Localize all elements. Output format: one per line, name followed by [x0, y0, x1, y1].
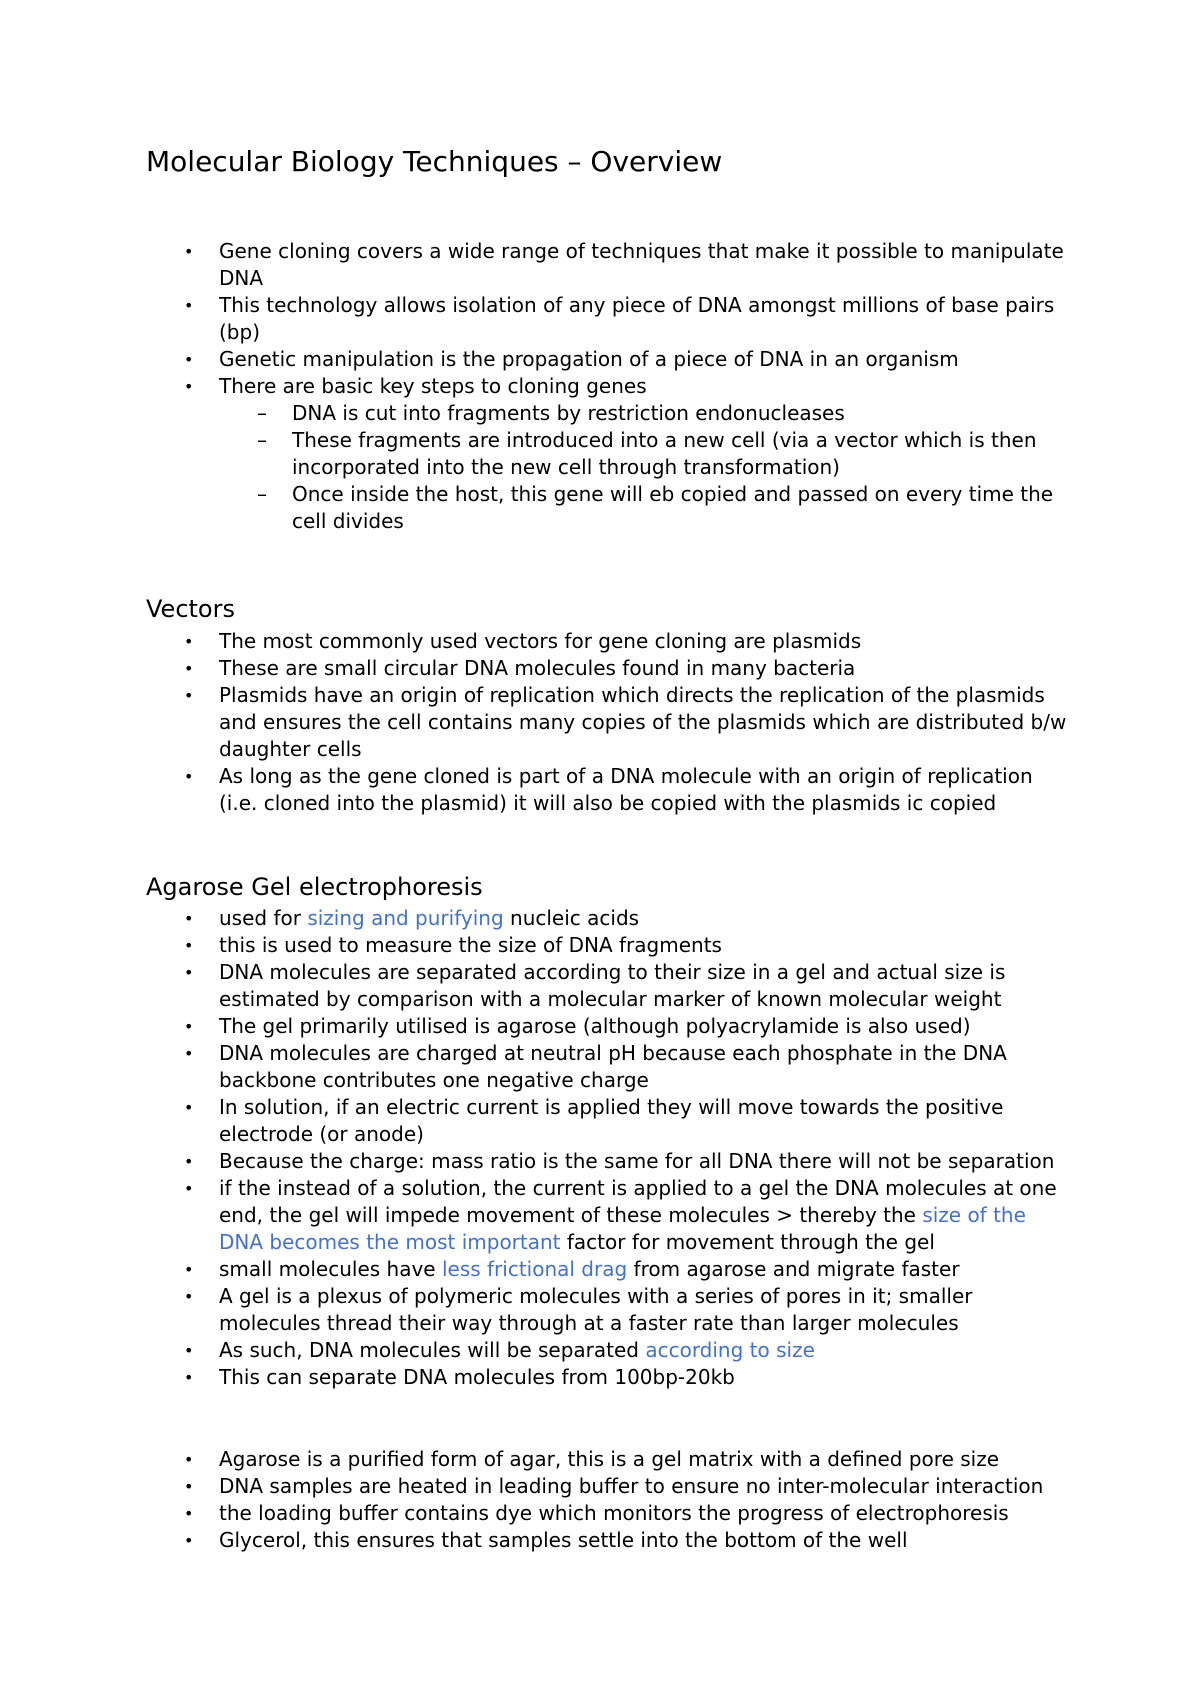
list-item: • This technology allows isolation of any piece of DNA amongst millions of base pairs (bp) — [184, 293, 1055, 344]
list-item: • A gel is a plexus of polymeric molecules with a series of pores in it; smaller molecules thread their way through at a faster rate than larger molecules — [184, 1284, 973, 1335]
list-item: • if the instead of a solution, the current is applied to a gel the DNA molecules at one end, the gel will impede movement of these molecules > thereby the size of the DNA becomes the most important factor for movement through the gel — [184, 1176, 1057, 1254]
sub-list-item: – These fragments are introduced into a new cell (via a vector which is then incorporated into the new cell through transformation) — [257, 428, 1037, 479]
bullet-icon: • — [184, 1368, 194, 1387]
list-item: • As long as the gene cloned is part of a DNA molecule with an origin of replication (i.e. cloned into the plasmid) it will also be copied with the plasmids ic copied — [184, 764, 1033, 815]
vectors-heading: Vectors — [146, 595, 235, 623]
list-item: • In solution, if an electric current is applied they will move towards the positive electrode (or anode) — [184, 1095, 1004, 1146]
agarose-list-continued — [0, 1446, 1200, 1554]
bullet-icon: • — [184, 1287, 194, 1306]
list-item: • DNA molecules are separated according to their size in a gel and actual size is estimated by comparison with a molecular marker of known molecular weight — [184, 960, 1006, 1011]
list-item: • the loading buffer contains dye which monitors the progress of electrophoresis — [184, 1501, 1009, 1525]
vectors-list — [0, 628, 1200, 817]
dash-icon: – — [257, 482, 267, 506]
bullet-icon: • — [184, 1152, 194, 1171]
sub-list-item: – Once inside the host, this gene will eb copied and passed on every time the cell divides — [257, 482, 1054, 533]
list-item: • Gene cloning covers a wide range of techniques that make it possible to manipulate DNA — [184, 239, 1064, 290]
bullet-icon: • — [184, 296, 194, 315]
bullet-icon: • — [184, 936, 194, 955]
list-item: • DNA molecules are charged at neutral pH because each phosphate in the DNA backbone contributes one negative charge — [184, 1041, 1007, 1092]
list-item: • small molecules have less frictional drag from agarose and migrate faster — [184, 1257, 960, 1281]
bullet-icon: • — [184, 1098, 194, 1117]
bullet-icon: • — [184, 242, 194, 261]
list-item: • There are basic key steps to cloning genes — [184, 374, 647, 398]
bullet-icon: • — [184, 1260, 194, 1279]
list-item: • This can separate DNA molecules from 100bp-20kb — [184, 1365, 735, 1389]
bullet-icon: • — [184, 1504, 194, 1523]
highlighted-text: according to size — [645, 1338, 815, 1362]
highlighted-text: size of the DNA becomes the most important — [219, 1203, 1026, 1254]
bullet-icon: • — [184, 686, 194, 705]
bullet-icon: • — [184, 1017, 194, 1036]
agarose-list — [0, 905, 1200, 1391]
list-item: • The most commonly used vectors for gene cloning are plasmids — [184, 629, 862, 653]
bullet-icon: • — [184, 1044, 194, 1063]
bullet-icon: • — [184, 350, 194, 369]
list-item: • The gel primarily utilised is agarose (although polyacrylamide is also used) — [184, 1014, 971, 1038]
bullet-icon: • — [184, 1477, 194, 1496]
bullet-icon: • — [184, 377, 194, 396]
list-item: • These are small circular DNA molecules found in many bacteria — [184, 656, 856, 680]
highlighted-text: sizing and purifying — [307, 906, 504, 930]
dash-icon: – — [257, 428, 267, 452]
bullet-icon: • — [184, 1179, 194, 1198]
list-item: • DNA samples are heated in leading buffer to ensure no inter-molecular interaction — [184, 1474, 1044, 1498]
list-item: • As such, DNA molecules will be separated according to size — [184, 1338, 815, 1362]
list-item: • Agarose is a purified form of agar, this is a gel matrix with a defined pore size — [184, 1447, 1000, 1471]
list-item: • Glycerol, this ensures that samples settle into the bottom of the well — [184, 1528, 908, 1552]
bullet-icon: • — [184, 1531, 194, 1550]
agarose-heading: Agarose Gel electrophoresis — [146, 873, 483, 901]
bullet-icon: • — [184, 1450, 194, 1469]
highlighted-text: less frictional drag — [441, 1257, 628, 1281]
bullet-icon: • — [184, 1341, 194, 1360]
overview-list — [0, 238, 1200, 535]
list-item: • Plasmids have an origin of replication which directs the replication of the plasmids and ensures the cell contains many copies of the plasmids which are distributed b/w daughter cells — [184, 683, 1067, 761]
dash-icon: – — [257, 401, 267, 425]
bullet-icon: • — [184, 909, 194, 928]
bullet-icon: • — [184, 659, 194, 678]
bullet-icon: • — [184, 767, 194, 786]
bullet-icon: • — [184, 632, 194, 651]
sub-list-item: – DNA is cut into fragments by restriction endonucleases — [257, 401, 845, 425]
list-item: • used for sizing and purifying nucleic acids — [184, 906, 640, 930]
list-item: • Genetic manipulation is the propagation of a piece of DNA in an organism — [184, 347, 959, 371]
list-item: • this is used to measure the size of DNA fragments — [184, 933, 722, 957]
bullet-icon: • — [184, 963, 194, 982]
page-title: Molecular Biology Techniques – Overview — [146, 145, 723, 178]
list-item: • Because the charge: mass ratio is the same for all DNA there will not be separation — [184, 1149, 1055, 1173]
